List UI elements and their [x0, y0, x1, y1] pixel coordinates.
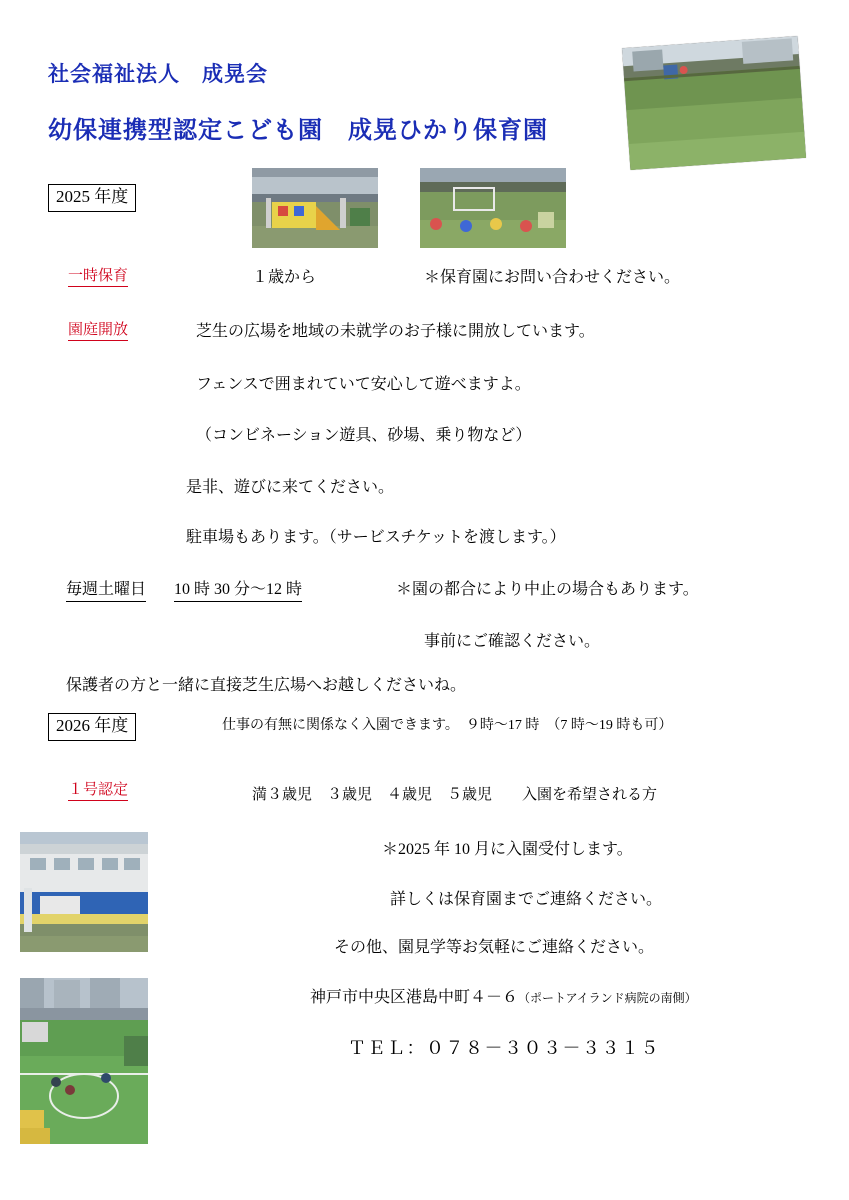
- yard-open-line-4: 是非、遊びに来てください。: [186, 479, 395, 496]
- temporary-care-age: １歳から: [252, 269, 317, 286]
- temporary-care-note: ＊保育園にお問い合わせください。: [424, 269, 681, 286]
- schedule-note-secondary: 事前にご確認ください。: [424, 633, 601, 650]
- year-2025-box: 2025 年度: [48, 184, 136, 212]
- address-line: [310, 988, 697, 1007]
- building-photo: [20, 832, 148, 952]
- field-photo: [420, 168, 566, 248]
- schedule-time: 10 時 30 分～12 時: [174, 580, 302, 602]
- page-title: 幼保連携型認定こども園 成晃ひかり保育園: [48, 118, 548, 144]
- guardian-note: 保護者の方と一緒に直接芝生広場へお越しくださいね。: [66, 677, 467, 694]
- telephone-line: ＴＥＬ：０７８－３０３－３３１５: [348, 1038, 660, 1058]
- yard-open-line-5: 駐車場もあります。（サービスチケットを渡します。）: [186, 529, 566, 546]
- schedule-day: 毎週土曜日: [66, 580, 146, 602]
- detail-note: 詳しくは保育園までご連絡ください。: [390, 891, 663, 908]
- yard-open-line-1: 芝生の広場を地域の未就学のお子様に開放しています。: [196, 323, 595, 340]
- certification-ages: 満３歳児 ３歳児 ４歳児 ５歳児 入園を希望される方: [252, 787, 658, 803]
- address-parenthetical: （ポートアイランド病院の南側）: [518, 991, 697, 1005]
- temporary-care-label: 一時保育: [68, 268, 128, 287]
- address-text: 神戸市中央区港島中町４－６: [310, 989, 519, 1006]
- other-note: その他、園見学等お気軽にご連絡ください。: [334, 939, 655, 956]
- certification-label: １号認定: [68, 782, 128, 801]
- acceptance-note: ＊2025 年 10 月に入園受付します。: [382, 841, 633, 858]
- yard-open-line-3: （コンビネーション遊具、砂場、乗り物など）: [196, 427, 532, 444]
- work-note: 仕事の有無に関係なく入園できます。 ９時～17 時 （7 時～19 時も可）: [222, 718, 673, 733]
- yard-open-label: 園庭開放: [68, 322, 128, 341]
- schedule-note: ＊園の都合により中止の場合もあります。: [396, 581, 699, 598]
- yard-open-line-2: フェンスで囲まれていて安心して遊べますよ。: [196, 376, 531, 393]
- organization-name: 社会福祉法人 成晃会: [48, 62, 268, 86]
- year-2026-box: 2026 年度: [48, 713, 136, 741]
- playground-photo: [252, 168, 378, 248]
- yard-photo: [20, 978, 148, 1144]
- lawn-photo: [622, 36, 806, 170]
